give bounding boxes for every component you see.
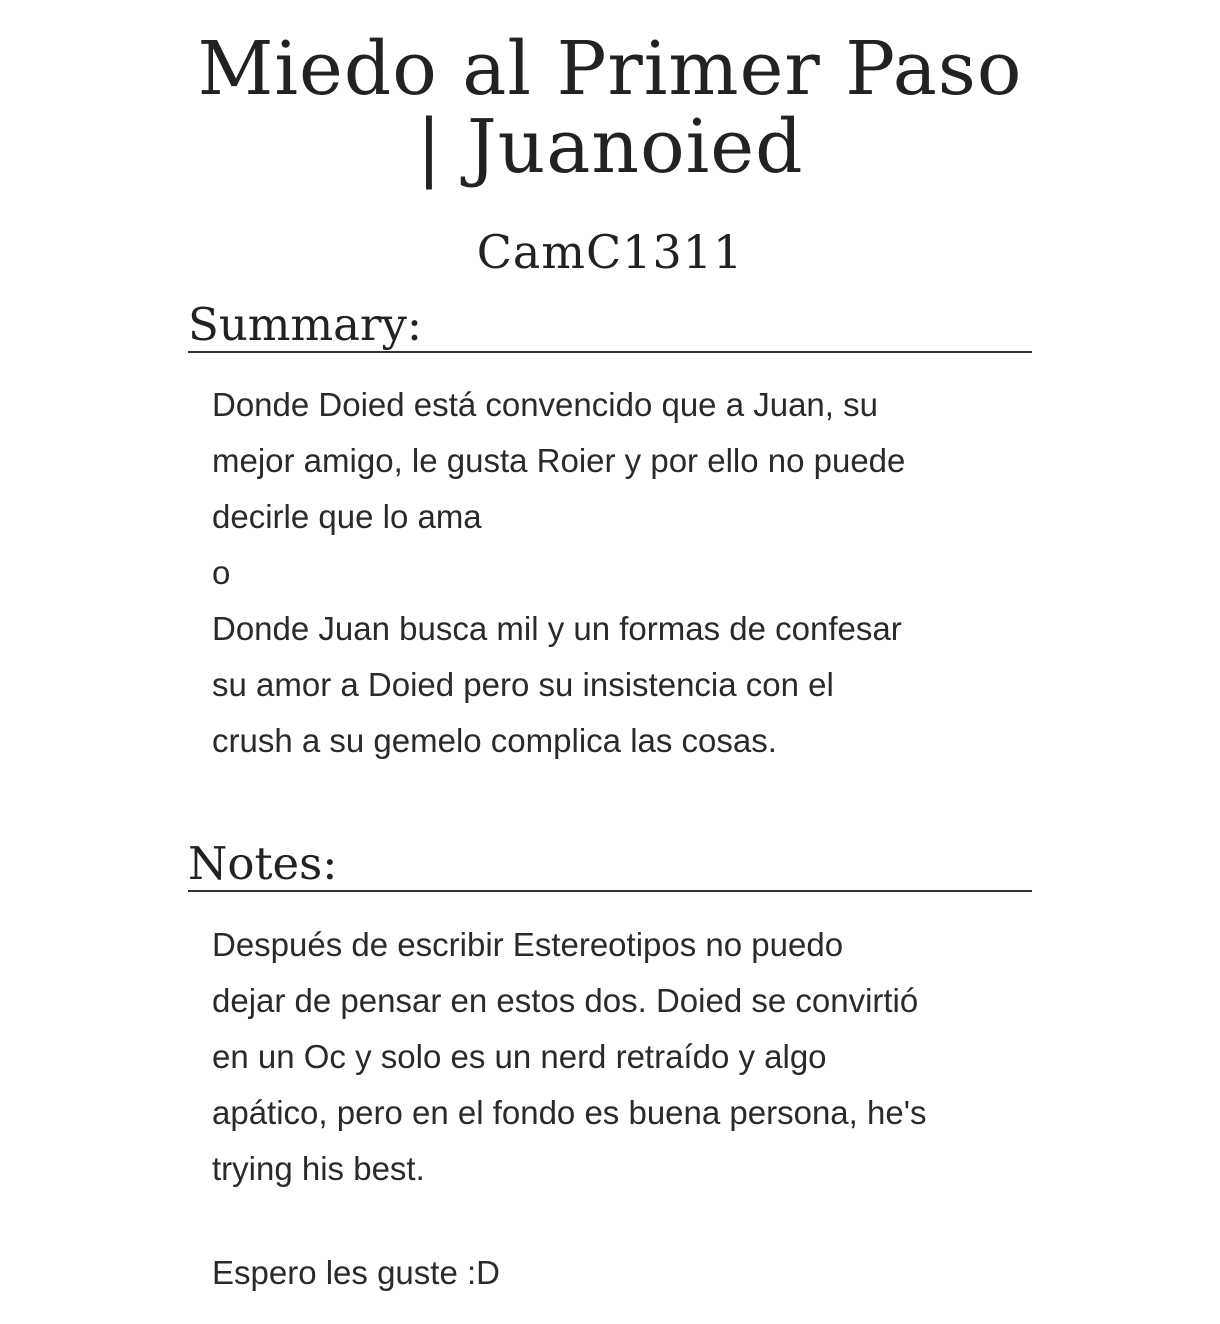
notes-line: dejar de pensar en estos dos. Doied se convirtió: [212, 982, 919, 1019]
work-author[interactable]: CamC1311: [476, 225, 744, 279]
work-title: [110, 26, 1110, 190]
summary-line: Donde Doied está convencido que a Juan, su: [212, 386, 878, 423]
notes-line: en un Oc y solo es un nerd retraído y algo: [212, 1038, 827, 1075]
notes-heading: Notes:: [188, 838, 1032, 892]
summary-line: o: [212, 554, 231, 591]
notes-text: [212, 917, 1022, 1301]
summary-line: Donde Juan busca mil y un formas de confesar: [212, 610, 902, 647]
summary-line: decirle que lo ama: [212, 498, 482, 535]
work-title-line-2: | Juanoied: [416, 104, 804, 190]
notes-line: apático, pero en el fondo es buena persona, he's: [212, 1094, 927, 1131]
summary-text: [212, 377, 1022, 769]
summary-line: su amor a Doied pero su insistencia con el: [212, 666, 834, 703]
notes-closing: Espero les guste :D: [212, 1254, 500, 1291]
summary-heading: Summary:: [188, 299, 1032, 353]
work-title-line-1: Miedo al Primer Paso: [197, 26, 1023, 112]
paragraph-gap: [212, 1197, 1022, 1245]
summary-line: crush a su gemelo complica las cosas.: [212, 722, 777, 759]
summary-line: mejor amigo, le gusta Roier y por ello no puede: [212, 442, 906, 479]
notes-line: Después de escribir Estereotipos no puedo: [212, 926, 844, 963]
notes-line: trying his best.: [212, 1150, 425, 1187]
